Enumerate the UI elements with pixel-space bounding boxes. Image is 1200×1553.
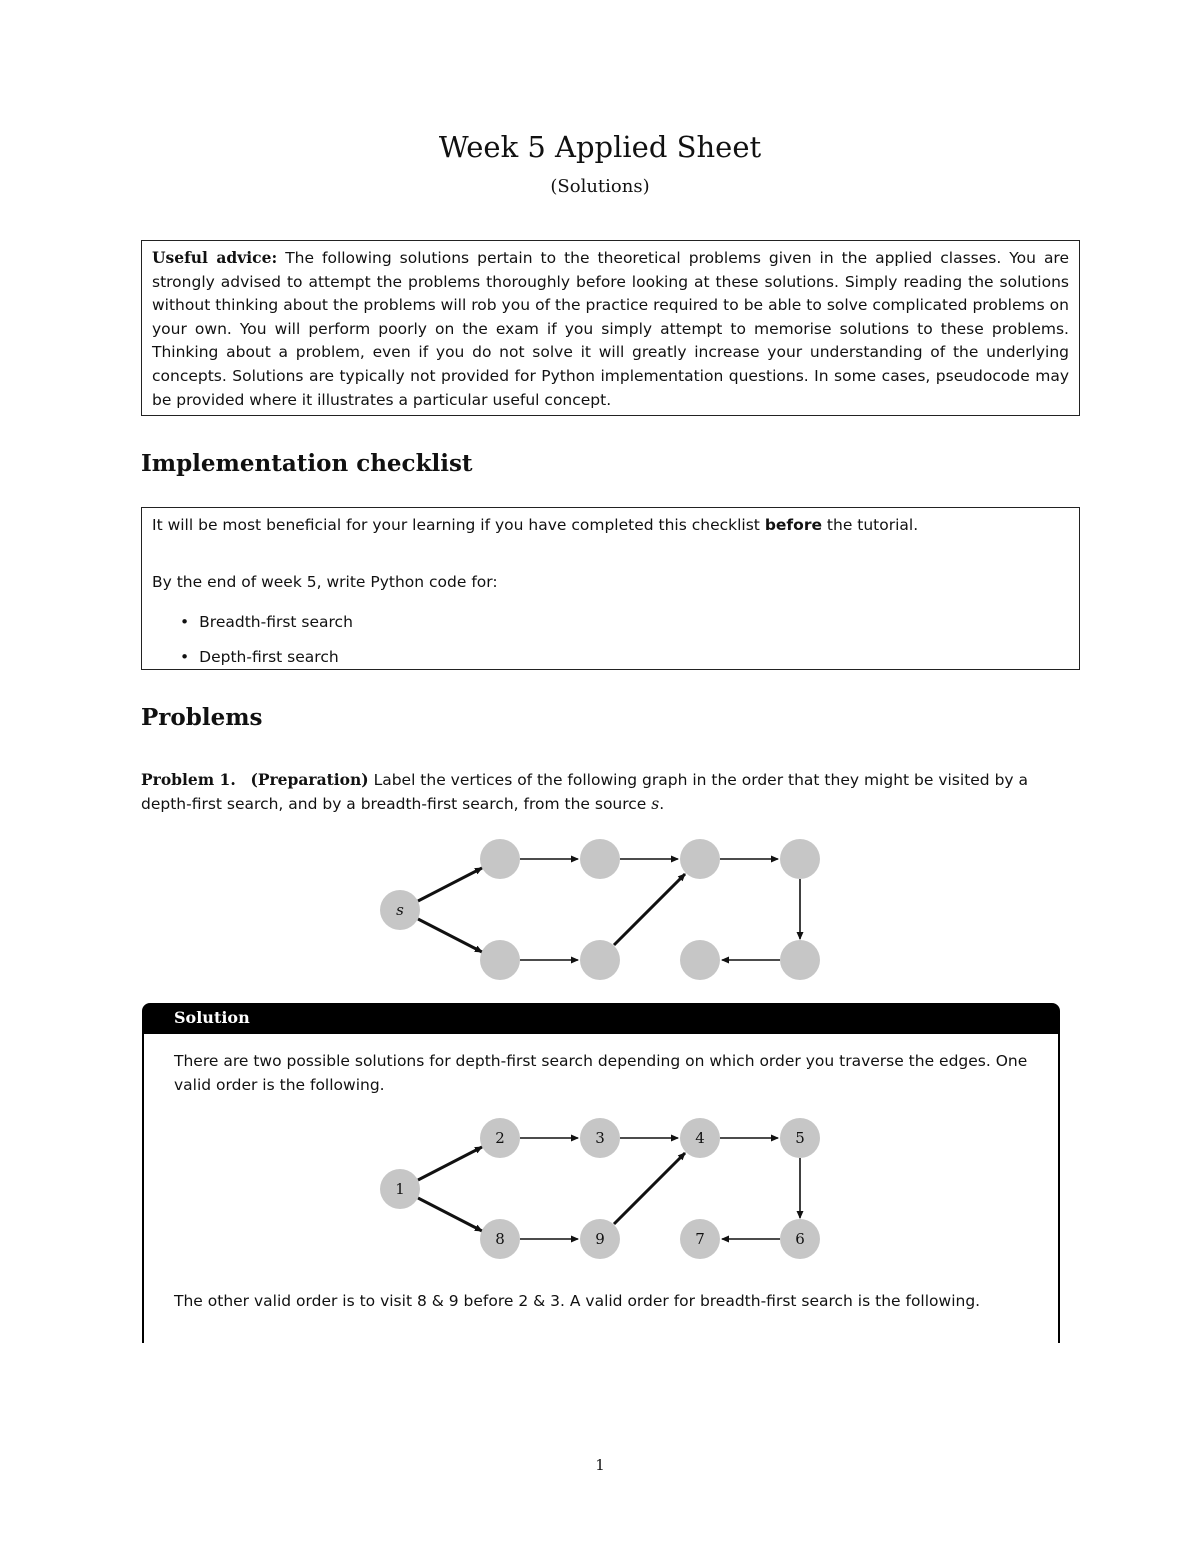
graph-edge	[614, 874, 685, 945]
graph-node-source-label: s	[396, 901, 404, 919]
advice-box	[141, 240, 1080, 416]
graph-node	[480, 940, 520, 980]
checklist-intro	[152, 514, 1069, 536]
problem-tag: (Preparation)	[250, 770, 369, 789]
graph-node	[580, 940, 620, 980]
page-subtitle: (Solutions)	[550, 176, 650, 197]
checklist-item: • Breadth-first search	[180, 605, 1069, 640]
graph-node-label: 3	[595, 1129, 605, 1147]
graph-node-label: 2	[495, 1129, 505, 1147]
graph-node	[580, 839, 620, 879]
graph-edge	[418, 868, 482, 901]
graph-node	[680, 839, 720, 879]
solution-text-1: There are two possible solutions for depth-first search depending on which order you traverse the edges. One valid order is the following.	[174, 1052, 1028, 1094]
graph-node-label: 8	[495, 1230, 505, 1248]
checklist-item: • Depth-first search	[180, 640, 1069, 675]
graph-node-label: 7	[695, 1230, 705, 1248]
checklist-intro-before: It will be most beneficial for your learning if you have completed this checklist	[152, 516, 760, 534]
graph-node-label: 6	[795, 1230, 805, 1248]
solution-text-2: The other valid order is to visit 8 & 9 before 2 & 3. A valid order for breadth-first search is the following.	[174, 1292, 981, 1310]
graph-node	[480, 839, 520, 879]
checklist-intro-bold: before	[764, 516, 822, 534]
implementation-heading: Implementation checklist	[141, 450, 473, 477]
checklist-lead: By the end of week 5, write Python code for:	[152, 573, 498, 591]
advice-label: Useful advice:	[152, 248, 278, 267]
graph-node-label: 5	[795, 1129, 805, 1147]
problems-heading: Problems	[141, 704, 263, 731]
graph-node-label: 9	[595, 1230, 605, 1248]
graph-node	[780, 940, 820, 980]
solution-header	[144, 1003, 1058, 1034]
problem-1	[141, 768, 1080, 816]
solution-label: Solution	[174, 1008, 250, 1027]
graph-edge	[418, 1198, 482, 1231]
graph-node-label: 4	[695, 1129, 705, 1147]
graph-edge	[614, 1153, 685, 1224]
graph-node-label: 1	[395, 1180, 405, 1198]
graph-node	[680, 940, 720, 980]
page-number: 1	[595, 1456, 605, 1474]
problem-graph	[0, 830, 1200, 980]
page-title: Week 5 Applied Sheet	[438, 130, 762, 164]
checklist-intro-after: the tutorial.	[826, 516, 919, 534]
graph-edge	[418, 1147, 482, 1180]
checklist-list	[152, 605, 1069, 675]
problem-period: .	[659, 795, 665, 813]
solution-dfs-graph	[0, 1109, 1200, 1259]
advice-text: The following solutions pertain to the theoretical problems given in the applied classes. You are strongly advised to attempt the problems thoroughly before looking at these solutions. Simply reading the solutions without thinking about the problems will rob you of the practice required to be able to solve complicated problems on your own. You will perform poorly on the exam if you simply attempt to memorise solutions to these problems. Thinking about a problem, even if you do not solve it will greatly increase your understanding of the underlying concepts. Solutions are typically not provided for Python implementation questions. In some cases, pseudocode may be provided where it illustrates a particular useful concept.	[152, 249, 1070, 409]
graph-node	[780, 839, 820, 879]
problem-number: Problem 1.	[141, 770, 236, 789]
checklist-box	[141, 507, 1080, 670]
graph-edge	[418, 919, 482, 952]
problem-text: Label the vertices of the following graph in the order that they might be visited by a depth-first search, and by a breadth-first search, from the source	[141, 771, 1029, 813]
problem-source-symbol: s	[651, 795, 660, 813]
